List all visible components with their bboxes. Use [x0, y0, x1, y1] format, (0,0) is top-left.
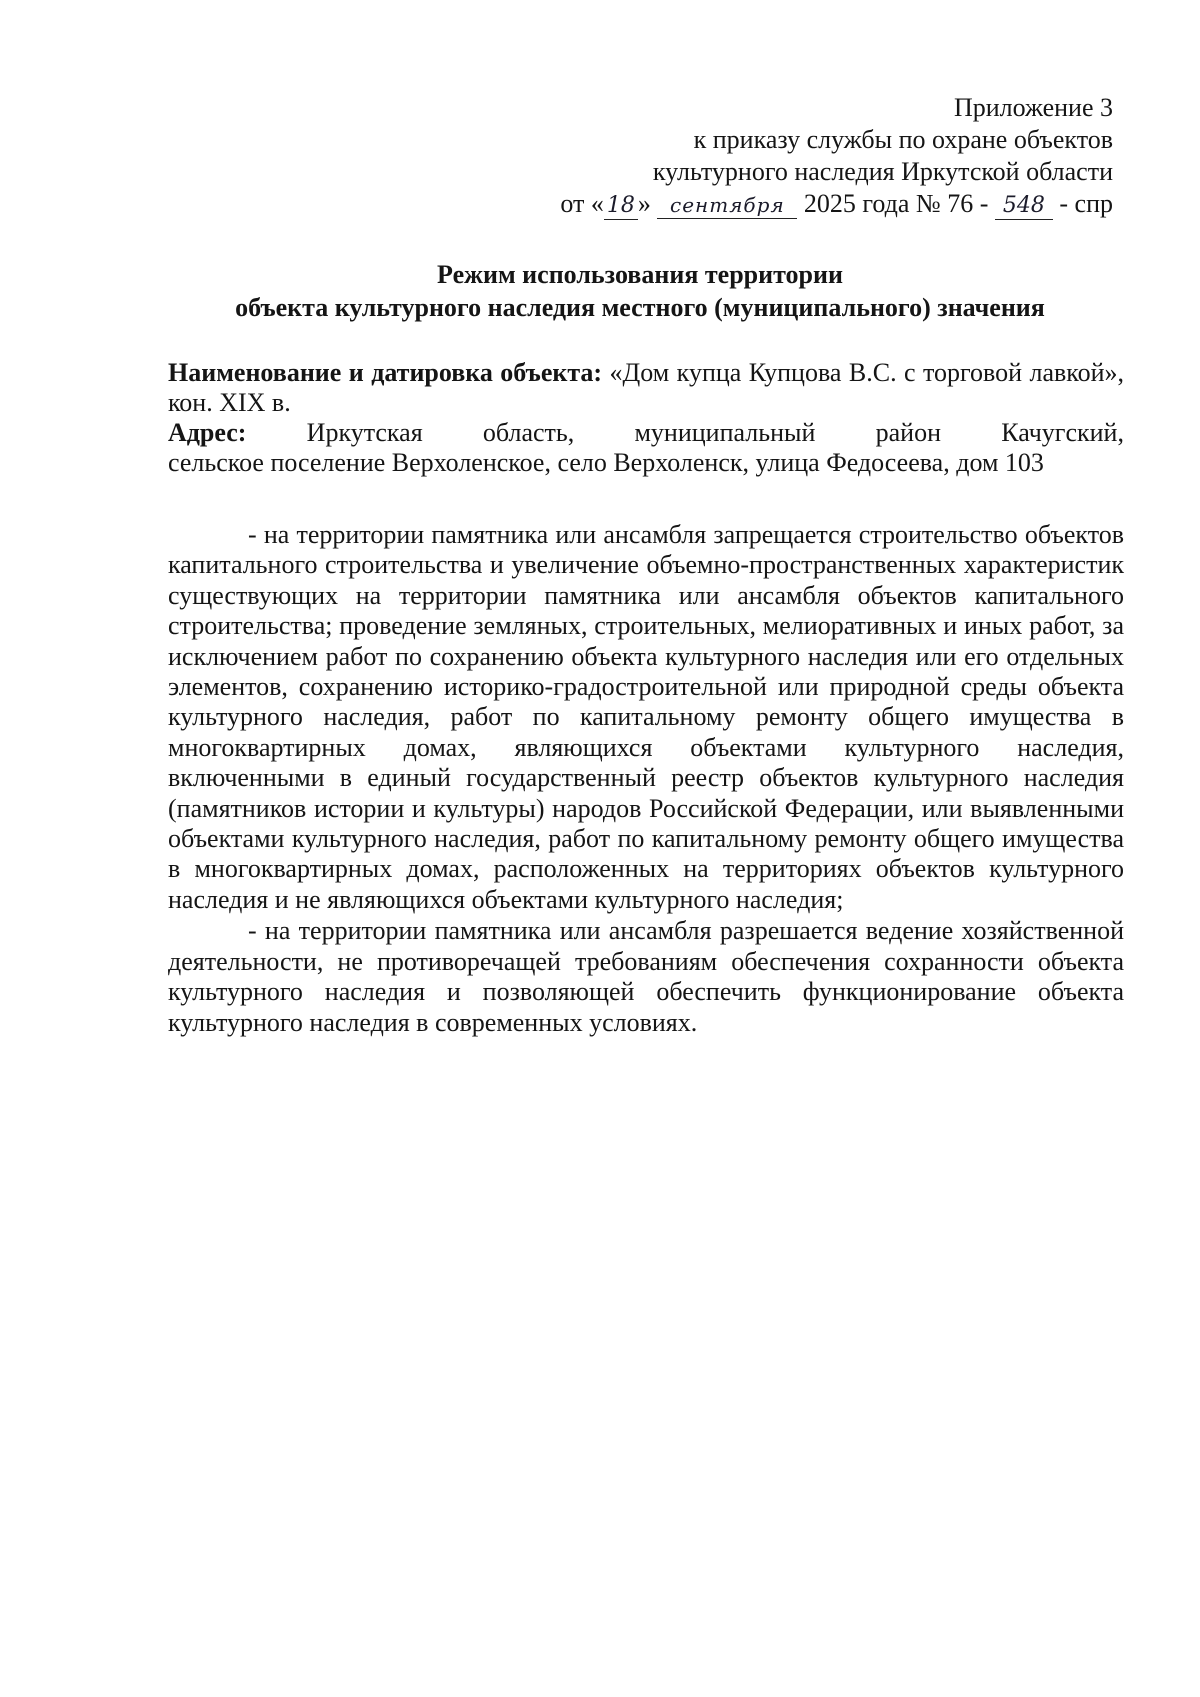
- address-word: Качугский,: [1001, 418, 1124, 447]
- date-quote-close: »: [637, 189, 651, 218]
- handwritten-month: сентября: [657, 192, 797, 219]
- object-address-rest: сельское поселение Верхоленское, село Верхоленск, улица Федосеева, дом 103: [168, 448, 1044, 477]
- object-info: [168, 358, 1124, 478]
- object-name-label: Наименование и датировка объекта:: [168, 358, 603, 387]
- rule-permission: - на территории памятника или ансамбля разрешается ведение хозяйственной деятельности, не противоречащей требованиям обеспечения сохранности объекта культурного наследия и позволяющей обеспечить функционирование объекта культурного наследия в современных условиях.: [168, 916, 1124, 1037]
- address-word: Иркутская: [306, 418, 423, 447]
- date-year-and-number: 2025 года № 76 -: [803, 189, 989, 218]
- handwritten-order-number: 548: [995, 193, 1053, 220]
- date-prefix: от «: [560, 189, 604, 218]
- order-date-line: [560, 188, 1113, 220]
- title-line-2: объекта культурного наследия местного (муниципального) значения: [235, 293, 1045, 322]
- address-word: область,: [482, 418, 575, 447]
- object-name: [168, 358, 1124, 418]
- order-reference-line-1: к приказу службы по охране объектов: [693, 125, 1113, 154]
- order-reference-line-2: культурного наследия Иркутской области: [652, 157, 1113, 186]
- order-suffix: - спр: [1059, 189, 1113, 218]
- title-line-1: Режим использования территории: [437, 260, 843, 289]
- usage-rules: [168, 520, 1124, 1038]
- address-word: район: [875, 418, 941, 447]
- appendix-header: [560, 92, 1113, 220]
- address-word: муниципальный: [634, 418, 816, 447]
- object-name-value: «Дом купца Купцова В.С. с торговой лавкой», кон. XIX в.: [168, 358, 1125, 417]
- handwritten-day: 18: [604, 193, 638, 220]
- rule-prohibition: - на территории памятника или ансамбля запрещается строительство объектов капитального строительства и увеличение объемно-пространственных характеристик существующих на территории памятника или ансамбля объектов капитального строительства; проведение земляных, строительных, мелиоративных и иных работ, за исключением работ по сохранению объекта культурного наследия или его отдельных элементов, сохранению историко-градостроительной или природной среды объекта культурного наследия, работ по капитальному ремонту общего имущества в многоквартирных домах, являющихся объектами культурного наследия, включенными в единый государственный реестр объектов культурного наследия (памятников истории и культуры) народов Российской Федерации, или выявленными объектами культурного наследия, работ по капитальному ремонту общего имущества в многоквартирных домах, расположенных на территориях объектов культурного наследия и не являющихся объектами культурного наследия;: [168, 520, 1124, 914]
- appendix-number: Приложение 3: [953, 93, 1113, 122]
- address-label: Адрес:: [168, 418, 247, 447]
- document-title: [150, 258, 1130, 324]
- object-address-row: [168, 418, 1124, 448]
